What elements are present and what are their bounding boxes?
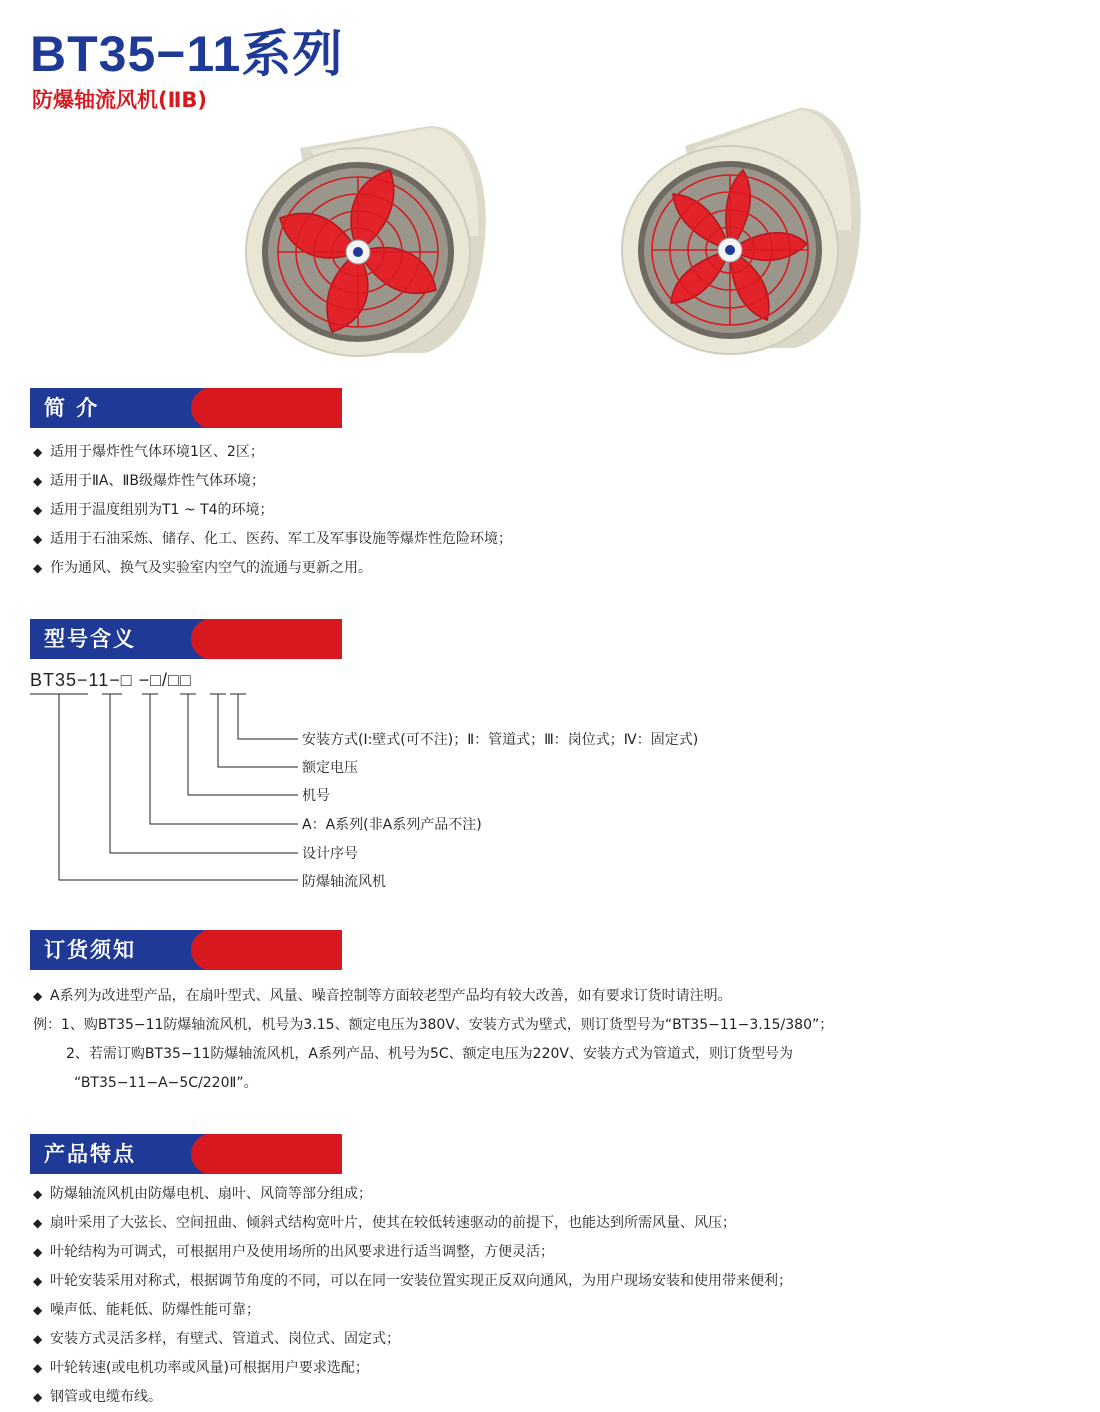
diamond-bullet-icon: ◆: [33, 1361, 43, 1375]
diamond-bullet-icon: ◆: [33, 1274, 43, 1288]
list-item: ◆ 防爆轴流风机由防爆电机、扇叶、风筒等部分组成；: [33, 1180, 792, 1209]
section-header-features: [30, 1134, 342, 1174]
section-header-order: [30, 930, 342, 970]
diamond-bullet-icon: ◆: [33, 503, 43, 517]
section-header-intro: [30, 388, 342, 428]
order-example-2: 2、若需订购BT35−11防爆轴流风机，A系列产品、机号为5C、额定电压为220V、安装方式为管道式，则订货型号为: [66, 1046, 793, 1062]
legend-voltage: 额定电压: [302, 760, 358, 776]
order-example-2-code: “BT35−11−A−5C/220Ⅱ”。: [74, 1075, 258, 1091]
list-item: ◆ 叶轮转速(或电机功率或风量)可根据用户要求选配；: [33, 1354, 792, 1383]
list-item: ◆ 适用于石油采炼、储存、化工、医药、军工及军事设施等爆炸性危险环境；: [33, 525, 512, 554]
diamond-bullet-icon: ◆: [33, 474, 43, 488]
intro-list: [33, 438, 512, 583]
list-item: ◆ 叶轮结构为可调式，可根据用户及使用场所的出风要求进行适当调整，方便灵活；: [33, 1238, 792, 1267]
diamond-bullet-icon: ◆: [33, 1332, 43, 1346]
order-example-1: 例：1、购BT35−11防爆轴流风机，机号为3.15、额定电压为380V、安装方式为壁式，则订货型号为“BT35−11−3.15/380”；: [33, 1017, 834, 1033]
model-code-diagram: [0, 690, 300, 890]
list-item: ◆ 噪声低、能耗低、防爆性能可靠；: [33, 1296, 792, 1325]
list-item: ◆ 适用于温度组别为T1 ~ T4的环境；: [33, 496, 512, 525]
diamond-bullet-icon: ◆: [33, 1187, 43, 1201]
diamond-bullet-icon: ◆: [33, 989, 43, 1003]
legend-design-no: 设计序号: [302, 846, 358, 862]
fan-5-blade-image: [615, 98, 865, 356]
section-header-model: [30, 619, 342, 659]
section-title-model: 型号含义: [44, 627, 136, 651]
section-title-features: 产品特点: [44, 1142, 136, 1166]
list-item: ◆ 钢管或电缆布线。: [33, 1383, 792, 1412]
legend-series: A：A系列(非A系列产品不注): [302, 817, 482, 833]
diamond-bullet-icon: ◆: [33, 1303, 43, 1317]
diamond-bullet-icon: ◆: [33, 532, 43, 546]
legend-mounting: 安装方式(Ⅰ:壁式(可不注)；Ⅱ：管道式；Ⅲ：岗位式；Ⅳ：固定式): [302, 732, 699, 748]
legend-product: 防爆轴流风机: [302, 874, 386, 890]
page-title: BT35−11系列: [30, 26, 344, 82]
features-list: [33, 1180, 792, 1412]
diamond-bullet-icon: ◆: [33, 1216, 43, 1230]
section-title-order: 订货须知: [44, 938, 136, 962]
list-item: ◆ 安装方式灵活多样，有壁式、管道式、岗位式、固定式；: [33, 1325, 792, 1354]
diamond-bullet-icon: ◆: [33, 1390, 43, 1404]
diamond-bullet-icon: ◆: [33, 561, 43, 575]
model-code: BT35−11−□ −□/□□: [30, 670, 192, 690]
list-item: ◆ 适用于ⅡA、ⅡB级爆炸性气体环境；: [33, 467, 512, 496]
diamond-bullet-icon: ◆: [33, 445, 43, 459]
list-item: ◆ 叶轮安装采用对称式，根据调节角度的不同，可以在同一安装位置实现正反双向通风，为用户现场安装和使用带来便利；: [33, 1267, 792, 1296]
legend-machine-no: 机号: [302, 788, 330, 804]
page-subtitle: 防爆轴流风机(ⅡB): [32, 88, 208, 112]
section-title-intro: 简 介: [44, 396, 100, 420]
fan-4-blade-image: [240, 118, 490, 358]
list-item: ◆ 适用于爆炸性气体环境1区、2区；: [33, 438, 512, 467]
diamond-bullet-icon: ◆: [33, 1245, 43, 1259]
list-item: ◆ 作为通风、换气及实验室内空气的流通与更新之用。: [33, 554, 512, 583]
order-note: ◆ A系列为改进型产品，在扇叶型式、风量、噪音控制等方面较老型产品均有较大改善，如有要求订货时请注明。: [33, 988, 732, 1004]
list-item: ◆ 扇叶采用了大弦长、空间扭曲、倾斜式结构宽叶片，使其在较低转速驱动的前提下，也能达到所需风量、风压；: [33, 1209, 792, 1238]
